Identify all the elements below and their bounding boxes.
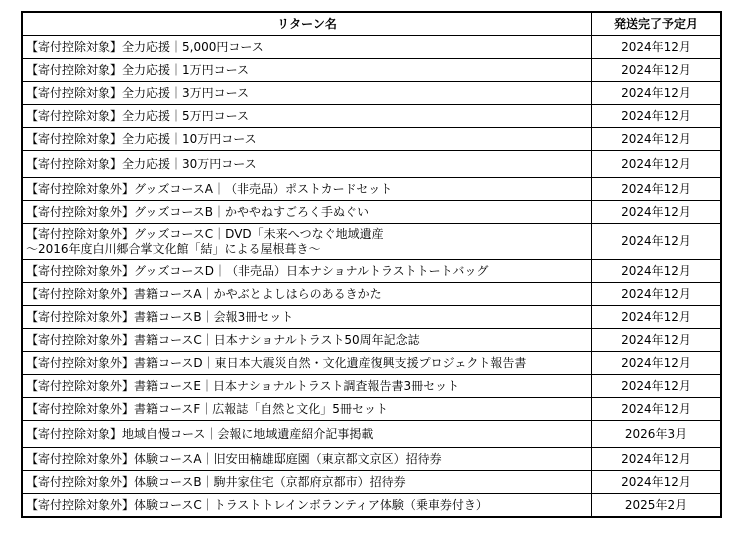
table-row	[22, 375, 721, 398]
ship-month: 2024年12月	[592, 224, 722, 260]
return-name: 【寄付控除対象外】グッズコースA｜（非売品）ポストカードセット	[22, 178, 592, 201]
ship-month: 2024年12月	[592, 306, 722, 329]
return-name: 【寄付控除対象】全力応援｜10万円コース	[22, 128, 592, 151]
table-row	[22, 178, 721, 201]
table-row	[22, 36, 721, 59]
return-name	[22, 224, 592, 260]
return-name: 【寄付控除対象】地域自慢コース｜会報に地域遺産紹介記事掲載	[22, 421, 592, 448]
return-name: 【寄付控除対象外】書籍コースA｜かやぶとよしはらのあるきかた	[22, 283, 592, 306]
ship-month: 2024年12月	[592, 329, 722, 352]
ship-month: 2024年12月	[592, 59, 722, 82]
ship-month: 2024年12月	[592, 352, 722, 375]
ship-month: 2024年12月	[592, 105, 722, 128]
return-name: 【寄付控除対象外】体験コースA｜旧安田楠雄邸庭園（東京都文京区）招待券	[22, 448, 592, 471]
ship-month: 2024年12月	[592, 471, 722, 494]
table-row	[22, 151, 721, 178]
return-name-line2: ～2016年度白川郷合掌文化館「結」による屋根葺き～	[26, 241, 321, 256]
ship-month: 2024年12月	[592, 128, 722, 151]
table-row	[22, 260, 721, 283]
ship-month: 2024年12月	[592, 398, 722, 421]
return-name: 【寄付控除対象】全力応援｜5,000円コース	[22, 36, 592, 59]
return-name-line1: 【寄付控除対象外】グッズコースC｜DVD「未来へつなぐ地域遺産	[26, 226, 384, 241]
ship-month: 2024年12月	[592, 82, 722, 105]
table-row	[22, 448, 721, 471]
table-row	[22, 329, 721, 352]
table-row	[22, 352, 721, 375]
ship-month: 2026年3月	[592, 421, 722, 448]
table-row	[22, 494, 721, 518]
table-row	[22, 82, 721, 105]
header-row	[22, 12, 721, 36]
ship-month: 2025年2月	[592, 494, 722, 518]
table-row	[22, 128, 721, 151]
return-name: 【寄付控除対象】全力応援｜3万円コース	[22, 82, 592, 105]
table-row	[22, 201, 721, 224]
return-name: 【寄付控除対象】全力応援｜1万円コース	[22, 59, 592, 82]
table-row	[22, 398, 721, 421]
table-row	[22, 105, 721, 128]
table-row	[22, 421, 721, 448]
returns-table	[21, 11, 722, 518]
ship-month: 2024年12月	[592, 36, 722, 59]
return-name: 【寄付控除対象外】体験コースC｜トラストトレインボランティア体験（乗車券付き）	[22, 494, 592, 518]
return-name: 【寄付控除対象外】体験コースB｜駒井家住宅（京都府京都市）招待券	[22, 471, 592, 494]
table-row	[22, 471, 721, 494]
ship-month: 2024年12月	[592, 201, 722, 224]
header-return-name: リターン名	[22, 12, 592, 36]
table-row	[22, 59, 721, 82]
ship-month: 2024年12月	[592, 283, 722, 306]
return-name: 【寄付控除対象外】グッズコースD｜（非売品）日本ナショナルトラストトートバッグ	[22, 260, 592, 283]
return-name: 【寄付控除対象外】書籍コースF｜広報誌「自然と文化」5冊セット	[22, 398, 592, 421]
ship-month: 2024年12月	[592, 375, 722, 398]
return-name: 【寄付控除対象外】グッズコースB｜かややねすごろく手ぬぐい	[22, 201, 592, 224]
table-row	[22, 283, 721, 306]
return-name: 【寄付控除対象外】書籍コースC｜日本ナショナルトラスト50周年記念誌	[22, 329, 592, 352]
ship-month: 2024年12月	[592, 260, 722, 283]
table-row	[22, 306, 721, 329]
return-name: 【寄付控除対象外】書籍コースD｜東日本大震災自然・文化遺産復興支援プロジェクト報告書	[22, 352, 592, 375]
return-name: 【寄付控除対象外】書籍コースE｜日本ナショナルトラスト調査報告書3冊セット	[22, 375, 592, 398]
table-row	[22, 224, 721, 260]
return-name: 【寄付控除対象】全力応援｜30万円コース	[22, 151, 592, 178]
header-ship-month: 発送完了予定月	[592, 12, 722, 36]
ship-month: 2024年12月	[592, 448, 722, 471]
return-name: 【寄付控除対象外】書籍コースB｜会報3冊セット	[22, 306, 592, 329]
ship-month: 2024年12月	[592, 151, 722, 178]
ship-month: 2024年12月	[592, 178, 722, 201]
return-name: 【寄付控除対象】全力応援｜5万円コース	[22, 105, 592, 128]
